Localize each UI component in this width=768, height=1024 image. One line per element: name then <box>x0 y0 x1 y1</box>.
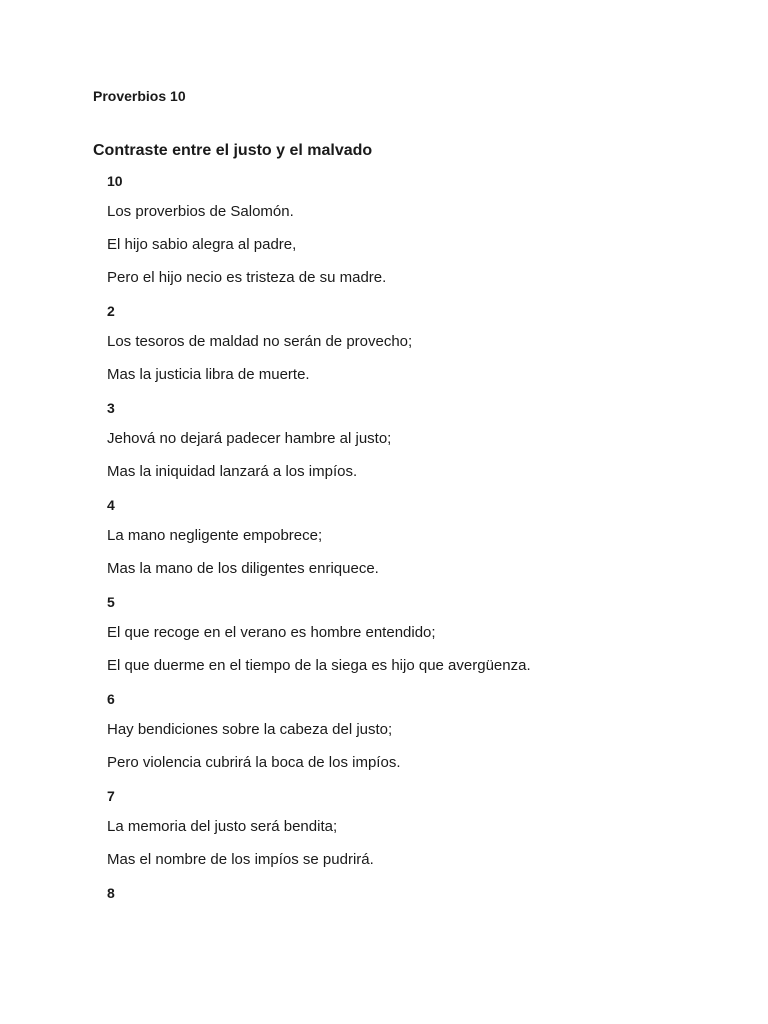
verse-line: Los proverbios de Salomón. <box>107 203 294 220</box>
verse-number: 6 <box>107 691 115 707</box>
verse-line: Mas el nombre de los impíos se pudrirá. <box>107 851 374 868</box>
verse-number: 3 <box>107 400 115 416</box>
verse-line: Mas la justicia libra de muerte. <box>107 366 310 383</box>
verse-line: Pero violencia cubrirá la boca de los impíos. <box>107 754 401 771</box>
verse-line: Mas la mano de los diligentes enriquece. <box>107 560 379 577</box>
verse-line: El que recoge en el verano es hombre entendido; <box>107 624 436 641</box>
verse-number: 10 <box>107 173 123 189</box>
verse-line: El hijo sabio alegra al padre, <box>107 236 297 253</box>
verse-number: 2 <box>107 303 115 319</box>
verse-number: 7 <box>107 788 115 804</box>
document-title: Proverbios 10 <box>93 88 186 104</box>
verse-number: 5 <box>107 594 115 610</box>
verse-line: Jehová no dejará padecer hambre al justo; <box>107 430 392 447</box>
verse-line: Mas la iniquidad lanzará a los impíos. <box>107 463 358 480</box>
verse-line: La mano negligente empobrece; <box>107 527 323 544</box>
verse-line: El que duerme en el tiempo de la siega es hijo que avergüenza. <box>107 657 531 674</box>
verse-line: Hay bendiciones sobre la cabeza del justo; <box>107 721 393 738</box>
verse-number: 4 <box>107 497 115 513</box>
verse-line: Los tesoros de maldad no serán de provecho; <box>107 333 413 350</box>
verse-line: La memoria del justo será bendita; <box>107 818 338 835</box>
verse-list <box>107 172 727 902</box>
section-heading: Contraste entre el justo y el malvado <box>93 142 373 159</box>
verse-number: 8 <box>107 885 115 901</box>
verse-line: Pero el hijo necio es tristeza de su madre. <box>107 269 387 286</box>
